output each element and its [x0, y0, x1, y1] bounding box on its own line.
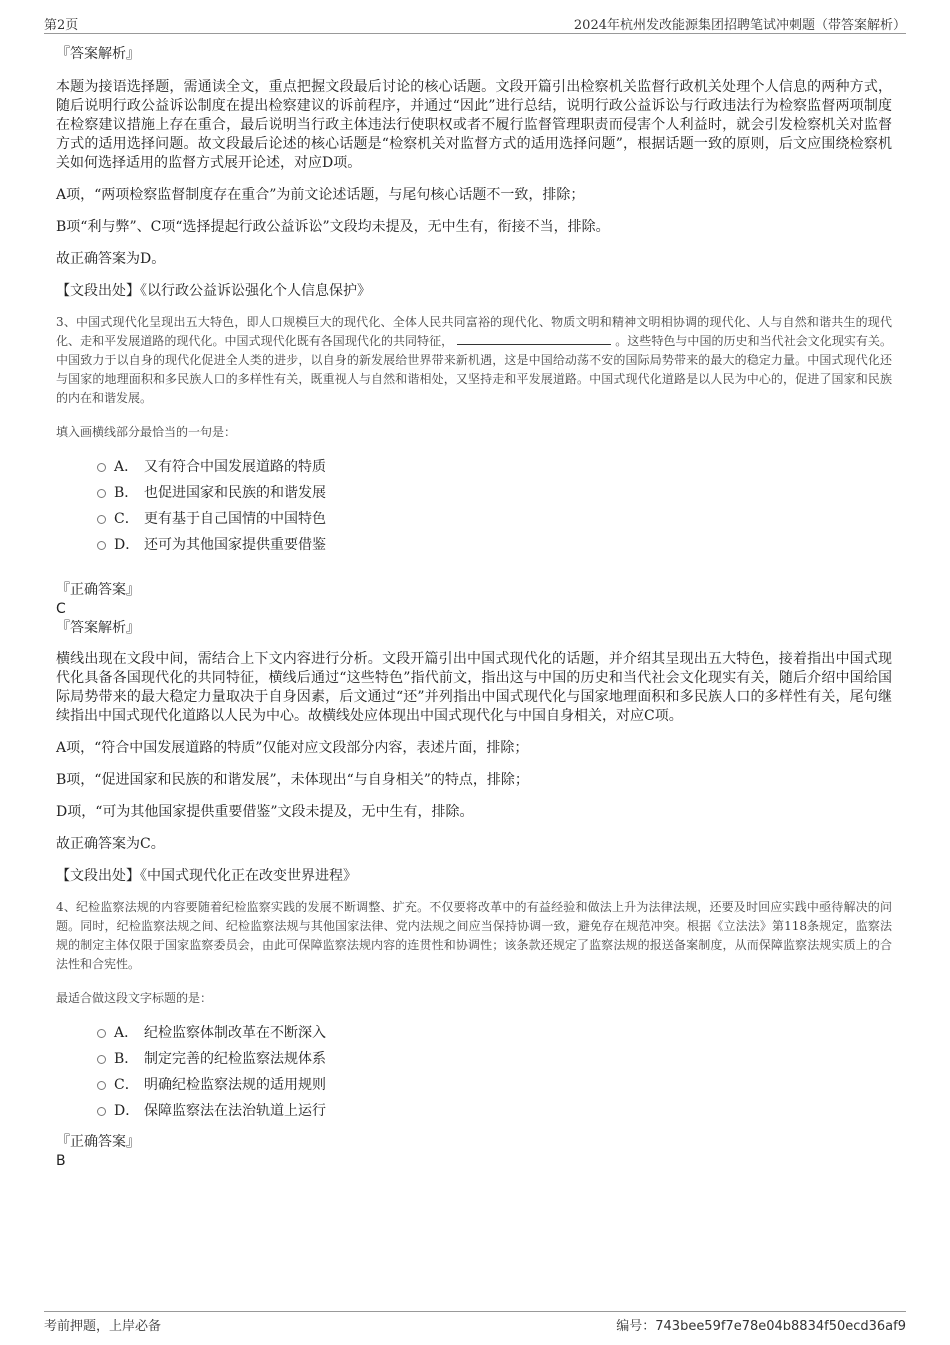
page-header [44, 14, 906, 34]
question-3-options [56, 454, 892, 558]
prev-analysis-text: 本题为接语选择题，需通读全文，重点把握文段最后讨论的核心话题。文段开篇引出检察机关监督行政机关处理个人信息的两种方式，随后说明行政公益诉讼制度在提出检察建议的诉前程序，并通过“因此”进行总结，说明行政公益诉讼与行政违法行为检察监督两项制度在检察建议措施上存在重合，最后说明当行政主体违法行使职权或者不履行监督管理职责而侵害个人利益时，就会引发检察机关对监督方式的适用选择问题。故文段最后论述的核心话题是“检察机关对监督方式的适用选择问题”，根据话题一致的原则，后文应围绕检察机关如何选择适用的监督方式展开论述，对应D项。 [56, 79, 892, 171]
q3-answer: C [56, 601, 66, 617]
q4-answer: B [56, 1153, 66, 1169]
radio-icon[interactable] [97, 515, 106, 524]
q3-analysis-text: 横线出现在文段中间，需结合上下文内容进行分析。文段开篇引出中国式现代化的话题，并介绍其呈现出五大特色，接着指出中国式现代化具备各国现代化的共同特征，横线后通过“这些特色”指代前文，指出这与中国的历史和当代社会文化现实有关，随后介绍中国给国际局势带来的最大稳定力量取决于自身因素，后文通过“还”并列指出中国式现代化与国家地理面积和多民族人口的多样性有关，尾句继续指出中国式现代化道路以人民为中心。故横线处应体现出中国式现代化与中国自身相关，对应C项。 [56, 651, 892, 724]
radio-icon[interactable] [97, 1081, 106, 1090]
q3-answer-tag: 『正确答案』 [56, 582, 140, 598]
question-4-text: 4、纪检监察法规的内容要随着纪检监察实践的发展不断调整、扩充。不仅要将改革中的有益经验和做法上升为法律法规，还要及时回应实践中亟待解决的问题。同时，纪检监察法规之间、纪检监察法规与其他国家法律、党内法规之间应当保持协调一致，避免存在规范冲突。根据《立法法》第118条规定，监察法规的制定主体仅限于国家监察委员会，由此可保障监察法规内容的连贯性和协调性；该条款还规定了监察法规的报送备案制度，从而保障监察法规实质上的合法性和合宪性。 [56, 900, 892, 971]
option-b[interactable]: B． 也促进国家和民族的和谐发展 [56, 480, 892, 506]
footer-divider [44, 1311, 906, 1312]
prev-analysis-line-a: A项，“两项检察监督制度存在重合”为前文论述话题，与尾句核心话题不一致，排除； [56, 187, 585, 203]
question-4-options [56, 1020, 892, 1124]
page-number: 第2页 [44, 18, 79, 33]
option-d[interactable]: D． 还可为其他国家提供重要借鉴 [56, 532, 892, 558]
radio-icon[interactable] [97, 541, 106, 550]
document-title: 2024年杭州发改能源集团招聘笔试冲刺题（带答案解析） [573, 18, 906, 33]
q4-answer-tag: 『正确答案』 [56, 1134, 140, 1150]
prev-analysis-tag: 『答案解析』 [56, 46, 140, 62]
option-a[interactable]: A． 又有符合中国发展道路的特质 [56, 454, 892, 480]
radio-icon[interactable] [97, 489, 106, 498]
prev-source: 【文段出处】《以行政公益诉讼强化个人信息保护》 [56, 283, 371, 299]
radio-icon[interactable] [97, 463, 106, 472]
question-4-prompt: 最适合做这段文字标题的是： [56, 991, 213, 1005]
option-c[interactable]: C． 明确纪检监察法规的适用规则 [56, 1072, 892, 1098]
radio-icon[interactable] [97, 1055, 106, 1064]
option-c[interactable]: C． 更有基于自己国情的中国特色 [56, 506, 892, 532]
option-a[interactable]: A． 纪检监察体制改革在不断深入 [56, 1020, 892, 1046]
prev-answer-line: 故正确答案为D。 [56, 251, 166, 267]
q3-source: 【文段出处】《中国式现代化正在改变世界进程》 [56, 868, 357, 884]
q3-analysis-tag: 『答案解析』 [56, 620, 140, 636]
header-divider [44, 33, 906, 34]
q3-analysis-line-d: D项，“可为其他国家提供重要借鉴”文段未提及，无中生有，排除。 [56, 804, 474, 820]
fill-blank-line [457, 332, 611, 345]
q3-analysis-line-b: B项，“促进国家和民族的和谐发展”，未体现出“与自身相关”的特点，排除； [56, 772, 529, 788]
document-serial: 编号：743bee59f7e78e04b8834f50ecd36af9 [616, 1319, 906, 1334]
question-3-prompt: 填入画横线部分最恰当的一句是： [56, 425, 237, 439]
footer-slogan: 考前押题，上岸必备 [44, 1319, 162, 1334]
option-b[interactable]: B． 制定完善的纪检监察法规体系 [56, 1046, 892, 1072]
radio-icon[interactable] [97, 1107, 106, 1116]
page-content [56, 44, 892, 1170]
option-d[interactable]: D． 保障监察法在法治轨道上运行 [56, 1098, 892, 1124]
q3-analysis-line-a: A项，“符合中国发展道路的特质”仅能对应文段部分内容，表述片面，排除； [56, 740, 529, 756]
q3-answer-line: 故正确答案为C。 [56, 836, 165, 852]
radio-icon[interactable] [97, 1029, 106, 1038]
prev-analysis-line-bc: B项“利与弊”、C项“选择提起行政公益诉讼”文段均未提及，无中生有，衔接不当，排除。 [56, 219, 610, 235]
question-3-text: 3、中国式现代化呈现出五大特色，即人口规模巨大的现代化、全体人民共同富裕的现代化、物质文明和精神文明相协调的现代化、人与自然和谐共生的现代化、走和平发展道路的现代化。中国式现代化既有各国现代化的共同特征， 。这些特色与中国的历史和当代社会文化现实有关。中国致力于以自身的现代化促进全人类的进步，以自身的新发展给世界带来新机遇，这是中国给动荡不安的国际局势带来的最大的稳定力量。中国式现代化还与国家的地理面积和多民族人口的多样性有关，既重视人与自然和谐相处，又坚持走和平发展道路。中国式现代化道路是以人民为中心的，促进了国家和民族的内在和谐发展。 [56, 315, 892, 405]
